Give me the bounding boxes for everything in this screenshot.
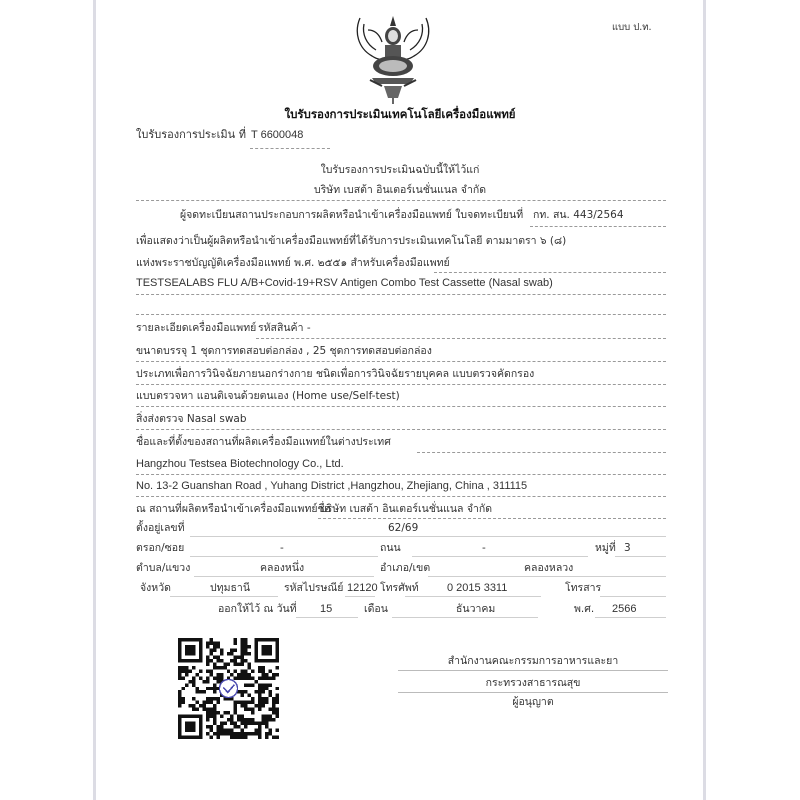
issued-to-label: ใบรับรองการประเมินฉบับนี้ให้ไว้แก่ [320,164,480,176]
manufacturer-name: Hangzhou Testsea Biotechnology Co., Ltd. [136,458,344,470]
signature-office-line [398,670,668,671]
subdistrict-line [194,576,374,577]
package-size: ขนาดบรรจุ 1 ชุดการทดสอบต่อกล่อง , 25 ชุดการทดสอบต่อกล่อง [136,345,432,357]
company-name: บริษัท เบสต้า อินเตอร์เนชั่นแนล จำกัด [313,184,487,196]
fax-label: โทรสาร [565,582,602,594]
postcode: 12120 [347,582,378,594]
company-line [136,200,666,201]
manufacturer-label: ชื่อและที่ตั้งของสถานที่ผลิตเครื่องมือแพทย์ในต่างประเทศ [136,436,391,448]
address-number-line [190,536,666,537]
issue-month-line [392,617,538,618]
importer-line [318,518,666,519]
importer-label: ณ สถานที่ผลิตหรือนำเข้าเครื่องมือแพทย์ชื่อ [136,503,331,515]
postcode-label: รหัสไปรษณีย์ [284,582,344,594]
importer-name: บริษัท เบสต้า อินเตอร์เนชั่นแนล จำกัด [320,503,493,515]
subdistrict-label: ตำบล/แขวง [136,562,191,574]
moo: 3 [624,542,631,554]
signature-office: สำนักงานคณะกรรมการอาหารและยา [447,655,619,667]
device-line-2 [136,314,666,315]
signature-role: ผู้อนุญาต [512,696,554,708]
device-type: ประเภทเพื่อการวินิจฉัยภายนอกร่างกาย ชนิดเพื่อการวินิจฉัยรายบุคคล แบบตรวจคัดกรอง [136,368,535,380]
registrant-label: ผู้จดทะเบียนสถานประกอบการผลิตหรือนำเข้าเครื่องมือแพทย์ ใบจดทะเบียนที่ [180,209,524,221]
address-number: 62/69 [388,522,419,534]
registration-line [530,226,666,227]
qr-code-icon[interactable] [178,638,279,739]
issue-month: ธันวาคม [456,603,496,615]
address-number-label: ตั้งอยู่เลขที่ [136,522,185,534]
manufacturer-name-line [136,474,666,475]
district-label: อำเภอ/เขต [380,562,431,574]
road: - [482,542,486,554]
cert-number: T 6600048 [251,129,304,141]
soi: - [280,542,284,554]
purpose-line-1: เพื่อแสดงว่าเป็นผู้ผลิตหรือนำเข้าเครื่องมือแพทย์ที่ได้รับการประเมินเทคโนโลยี ตามมาตรา ๖ (๘) [136,235,567,247]
test-mode: แบบตรวจหา แอนติเจนด้วยตนเอง (Home use/Self-test) [136,390,400,402]
soi-label: ตรอก/ซอย [136,542,185,554]
specimen: สิ่งส่งตรวจ Nasal swab [136,413,247,425]
product-code: รหัสสินค้า - [258,322,311,334]
issue-year-line [595,617,666,618]
subdistrict: คลองหนึ่ง [260,562,305,574]
province: ปทุมธานี [210,582,250,594]
manufacturer-label-line [417,452,666,453]
purpose-line-2: แห่งพระราชบัญญัติเครื่องมือแพทย์ พ.ศ. ๒๕๕๑ สำหรับเครื่องมือแพทย์ [136,257,450,269]
phone-line [405,596,541,597]
province-line [170,596,278,597]
specimen-line [136,429,666,430]
road-line [412,556,588,557]
form-code: แบบ ป.ท. [612,22,652,33]
registration-number: กท. สน. 443/2564 [533,209,624,221]
document-title: ใบรับรองการประเมินเทคโนโลยีเครื่องมือแพทย์ [284,107,516,121]
garuda-emblem-icon [352,12,434,104]
moo-label: หมู่ที่ [595,542,616,554]
issue-month-label: เดือน [364,603,388,615]
cert-number-line [250,148,330,149]
device-line-1 [136,294,666,295]
issue-year: 2566 [612,603,637,615]
issue-day-line [296,617,358,618]
test-mode-line [136,406,666,407]
fax-line [600,596,666,597]
issue-day: 15 [320,603,333,615]
moo-line [615,556,666,557]
phone: 0 2015 3311 [447,582,508,594]
manufacturer-address: No. 13-2 Guanshan Road , Yuhang District ,Hangzhou, Zhejiang, China , 311115 [136,480,528,492]
district: คลองหลวง [524,562,574,574]
soi-line [190,556,378,557]
device-type-line [136,384,666,385]
district-line [428,576,666,577]
province-label: จังหวัด [140,582,171,594]
qr-logo-icon [219,679,237,697]
package-size-line [136,361,666,362]
details-label: รายละเอียดเครื่องมือแพทย์ [136,322,257,334]
purpose-line [434,272,666,273]
issue-day-label: ออกให้ไว้ ณ วันที่ [218,603,297,615]
manufacturer-address-line [136,496,666,497]
issue-year-label: พ.ศ. [574,603,595,615]
postcode-line [345,596,375,597]
device-name: TESTSEALABS FLU A/B+Covid-19+RSV Antigen Combo Test Cassette (Nasal swab) [136,277,553,289]
phone-label: โทรศัพท์ [380,582,419,594]
cert-number-label: ใบรับรองการประเมิน ที่ [136,128,246,141]
signature-ministry: กระทรวงสาธารณสุข [485,677,581,689]
product-code-line [256,338,666,339]
road-label: ถนน [380,542,401,554]
signature-ministry-line [398,692,668,693]
